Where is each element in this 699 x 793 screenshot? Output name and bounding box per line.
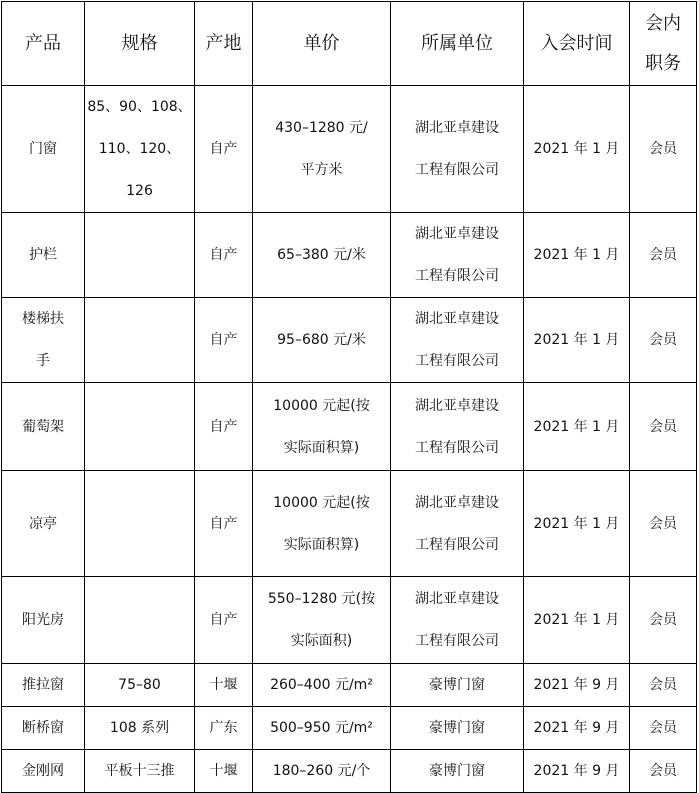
table-row: [2, 86, 697, 213]
cell-role: 会员: [630, 298, 697, 383]
cell-join-time: 2021 年 1 月: [524, 213, 630, 298]
table-row: [2, 383, 697, 471]
cell-product: 推拉窗: [2, 664, 85, 707]
membership-product-table: [1, 1, 697, 793]
header-product: 产品: [2, 2, 85, 86]
cell-origin: 自产: [195, 471, 253, 577]
cell-origin: 自产: [195, 577, 253, 664]
header-origin: 产地: [195, 2, 253, 86]
cell-role: 会员: [630, 664, 697, 707]
cell-unit: 豪博门窗: [391, 750, 524, 793]
cell-price: 430–1280 元/ 平方米: [253, 86, 391, 213]
cell-spec: 平板十三推: [85, 750, 195, 793]
cell-product: 护栏: [2, 213, 85, 298]
cell-spec: 85、90、108、 110、120、126: [85, 86, 195, 213]
cell-spec: 75–80: [85, 664, 195, 707]
cell-unit: 湖北亚卓建设 工程有限公司: [391, 298, 524, 383]
cell-join-time: 2021 年 1 月: [524, 471, 630, 577]
cell-spec: [85, 577, 195, 664]
cell-origin: 广东: [195, 707, 253, 750]
cell-role: 会员: [630, 577, 697, 664]
cell-join-time: 2021 年 9 月: [524, 664, 630, 707]
cell-product: 凉亭: [2, 471, 85, 577]
cell-product: 断桥窗: [2, 707, 85, 750]
header-role: 会内 职务: [630, 2, 697, 86]
cell-origin: 自产: [195, 213, 253, 298]
cell-product: 楼梯扶 手: [2, 298, 85, 383]
header-price: 单价: [253, 2, 391, 86]
header-join-time: 入会时间: [524, 2, 630, 86]
cell-unit: 湖北亚卓建设 工程有限公司: [391, 577, 524, 664]
cell-product: 葡萄架: [2, 383, 85, 471]
table-row: [2, 707, 697, 750]
cell-product: 门窗: [2, 86, 85, 213]
cell-join-time: 2021 年 1 月: [524, 298, 630, 383]
cell-role: 会员: [630, 707, 697, 750]
cell-price: 260–400 元/m²: [253, 664, 391, 707]
cell-origin: 自产: [195, 86, 253, 213]
cell-price: 180–260 元/个: [253, 750, 391, 793]
cell-unit: 豪博门窗: [391, 707, 524, 750]
cell-price: 550–1280 元(按 实际面积): [253, 577, 391, 664]
cell-join-time: 2021 年 1 月: [524, 577, 630, 664]
cell-product: 金刚网: [2, 750, 85, 793]
cell-price: 95–680 元/米: [253, 298, 391, 383]
header-spec: 规格: [85, 2, 195, 86]
table-row: [2, 471, 697, 577]
cell-spec: [85, 213, 195, 298]
header-row: [2, 2, 697, 86]
cell-unit: 湖北亚卓建设 工程有限公司: [391, 86, 524, 213]
cell-unit: 豪博门窗: [391, 664, 524, 707]
cell-spec: [85, 298, 195, 383]
cell-spec: [85, 383, 195, 471]
table-row: [2, 298, 697, 383]
cell-unit: 湖北亚卓建设 工程有限公司: [391, 213, 524, 298]
table-row: [2, 750, 697, 793]
cell-price: 65–380 元/米: [253, 213, 391, 298]
cell-role: 会员: [630, 750, 697, 793]
cell-origin: 十堰: [195, 664, 253, 707]
cell-join-time: 2021 年 1 月: [524, 383, 630, 471]
cell-role: 会员: [630, 213, 697, 298]
table-row: [2, 577, 697, 664]
cell-price: 10000 元起(按 实际面积算): [253, 471, 391, 577]
cell-origin: 自产: [195, 298, 253, 383]
cell-role: 会员: [630, 383, 697, 471]
cell-unit: 湖北亚卓建设 工程有限公司: [391, 383, 524, 471]
cell-role: 会员: [630, 471, 697, 577]
header-unit: 所属单位: [391, 2, 524, 86]
cell-unit: 湖北亚卓建设 工程有限公司: [391, 471, 524, 577]
table-row: [2, 213, 697, 298]
cell-product: 阳光房: [2, 577, 85, 664]
table-row: [2, 664, 697, 707]
cell-origin: 自产: [195, 383, 253, 471]
cell-join-time: 2021 年 9 月: [524, 750, 630, 793]
cell-price: 10000 元起(按 实际面积算): [253, 383, 391, 471]
cell-join-time: 2021 年 9 月: [524, 707, 630, 750]
cell-join-time: 2021 年 1 月: [524, 86, 630, 213]
cell-role: 会员: [630, 86, 697, 213]
cell-spec: [85, 471, 195, 577]
cell-price: 500–950 元/m²: [253, 707, 391, 750]
cell-origin: 十堰: [195, 750, 253, 793]
cell-spec: 108 系列: [85, 707, 195, 750]
